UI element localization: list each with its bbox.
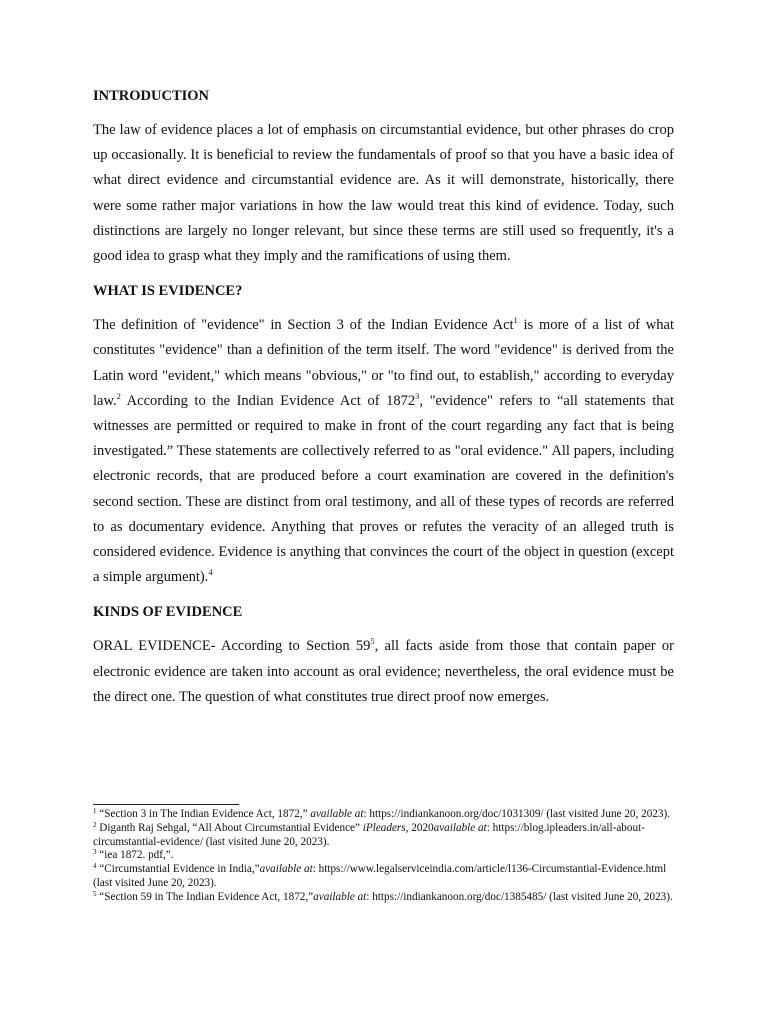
text-segment: , all facts aside from those that contain paper or electronic evidence are taken into account as oral evidence; nevertheless, the oral evidence must be the direct one. The question of what constitutes true direct proof now emerges. <box>93 638 675 705</box>
text-segment: , "evidence" refers to “all statements that witnesses are permitted or required to make in front of the court regarding any fact that is being investigated.” These statements are collectively referred to as "oral evidence." All papers, including electronic records, that are produced before a court examination are covered in the definition's second section. These are distinct from oral testimony, and all of these types of records are referred to as documentary evidence. Anything that proves or refutes the veracity of an alleged truth is considered evidence. Evidence is anything that convinces the court of the object in question (except a simple argument). <box>93 392 674 586</box>
footnote-text: Diganth Raj Sehgal, “All About Circumstantial Evidence” <box>96 821 363 834</box>
text-segment: is more of a list of what constitutes "evidence" than a definition of the term itself. The word "evidence" is derived from the Latin word "evident," which means "obvious," or "to find out, to establish," according to everyday law. <box>93 317 674 409</box>
footnote-number: 3 <box>93 848 97 857</box>
footnote-italic: available at <box>433 821 487 834</box>
footnote-text: : https://indiankanoon.org/doc/1031309/ (last visited June 20, 2023). <box>363 808 670 820</box>
footnote-number: 2 <box>93 820 97 829</box>
footnote-number: 1 <box>93 807 97 815</box>
footnote-ref-4[interactable]: 4 <box>208 567 213 578</box>
footnote-2 <box>93 822 674 850</box>
footnote-italic: available at <box>313 890 367 903</box>
footnote-text: “iea 1872. pdf,”. <box>96 849 174 862</box>
footnote-5 <box>93 891 674 905</box>
footnotes-section <box>93 804 674 905</box>
text-segment: According to the Indian Evidence Act of 1872 <box>120 392 416 409</box>
footnote-text: , 2020 <box>405 821 434 834</box>
footnote-text: : https://www.legalserviceindia.com/article/l136-Circumstantial-Evidence.html (last visited June 20, 2023). <box>93 863 667 889</box>
footnote-ref-1[interactable]: 1 <box>513 315 518 326</box>
footnote-4 <box>93 863 674 891</box>
text-segment: The definition of "evidence" in Section 3 of the Indian Evidence Act <box>93 317 514 334</box>
footnote-text: “Circumstantial Evidence in India,” <box>96 863 260 876</box>
text-segment: ORAL EVIDENCE- According to Section 59 <box>93 638 371 655</box>
footnote-italic: available at <box>310 808 364 820</box>
paragraph-oral-evidence <box>93 634 674 710</box>
footnote-text: “Section 3 in The Indian Evidence Act, 1872,” <box>96 808 311 820</box>
document-body <box>93 84 674 720</box>
paragraph-introduction: The law of evidence places a lot of emphasis on circumstantial evidence, but other phrases do crop up occasionally. It is beneficial to review the fundamentals of proof so that you have a basic idea of what direct evidence and circumstantial evidence are. As it will demonstrate, historically, there were some rather major variations in how the law would treat this kind of evidence. Today, such distinctions are largely no longer relevant, but since these terms are still used so frequently, it's a good idea to grasp what they imply and the ramifications of using them. <box>93 122 674 265</box>
footnote-ref-3[interactable]: 3 <box>415 390 420 401</box>
footnote-ref-5[interactable]: 5 <box>370 636 375 647</box>
footnote-italic: available at <box>259 863 313 876</box>
footnote-1 <box>93 808 674 822</box>
heading-what-is-evidence: WHAT IS EVIDENCE? <box>93 283 243 300</box>
footnote-number: 4 <box>93 862 97 871</box>
paragraph-what-is-evidence <box>93 313 674 590</box>
footnote-italic: iPleaders <box>362 821 406 834</box>
footnote-number: 5 <box>93 889 97 898</box>
footnote-ref-2[interactable]: 2 <box>116 390 121 401</box>
footnote-text: “Section 59 in The Indian Evidence Act, 1872,” <box>96 890 314 903</box>
footnote-text: : https://indiankanoon.org/doc/1385485/ (last visited June 20, 2023). <box>366 890 673 903</box>
footnote-text: : https://blog.ipleaders.in/all-about-circumstantial-evidence/ (last visited June 20, 2023). <box>93 821 645 848</box>
footnote-divider <box>93 804 239 805</box>
heading-introduction: INTRODUCTION <box>93 88 210 104</box>
footnote-3 <box>93 849 674 863</box>
heading-kinds-of-evidence: KINDS OF EVIDENCE <box>93 604 243 621</box>
